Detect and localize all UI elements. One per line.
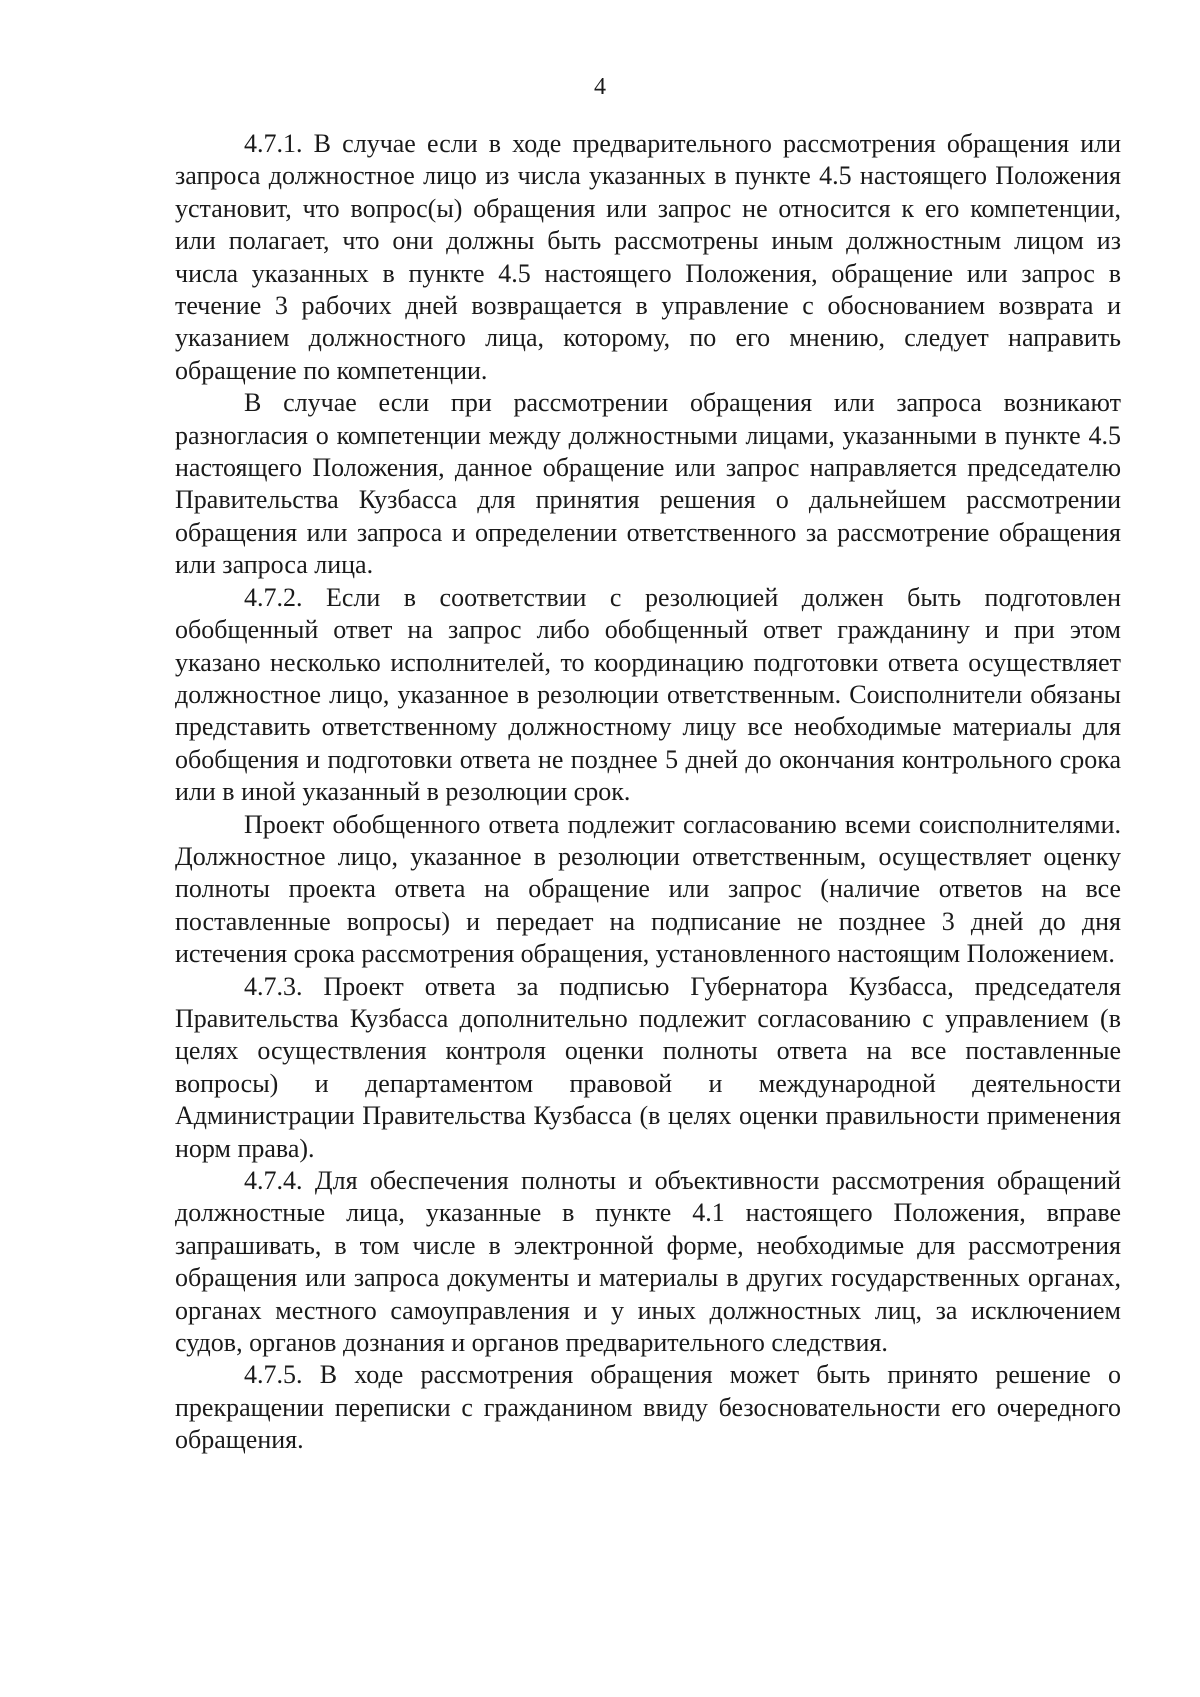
paragraph-draft-approval: Проект обобщенного ответа подлежит согласованию всеми соисполнителями. Должностное лицо, указанное в резолюции ответственным, осуществляет оценку полноты проекта ответа на обращение или запрос (наличие ответов на все поставленные вопросы) и передает на подписание не позднее 3 дней до дня истечения срока рассмотрения обращения, установленного настоящим Положением. bbox=[175, 809, 1121, 969]
document-body bbox=[175, 128, 1121, 1457]
paragraph-4-7-3: 4.7.3. Проект ответа за подписью Губернатора Кузбасса, председателя Правительства Кузбасса дополнительно подлежит согласованию с управлением (в целях осуществления контроля оценки полноты ответа на все поставленные вопросы) и департаментом правовой и международной деятельности Администрации Правительства Кузбасса (в целях оценки правильности применения норм права). bbox=[175, 971, 1121, 1163]
paragraph-4-7-4: 4.7.4. Для обеспечения полноты и объективности рассмотрения обращений должностные лица, указанные в пункте 4.1 настоящего Положения, вправе запрашивать, в том числе в электронной форме, необходимые для рассмотрения обращения или запроса документы и материалы в других государственных органах, органах местного самоуправления и у иных должностных лиц, за исключением судов, органов дознания и органов предварительного следствия. bbox=[175, 1166, 1121, 1358]
paragraph-4-7-2: 4.7.2. Если в соответствии с резолюцией должен быть подготовлен обобщенный ответ на запрос либо обобщенный ответ гражданину и при этом указано несколько исполнителей, то координацию подготовки ответа осуществляет должностное лицо, указанное в резолюции ответственным. Соисполнители обязаны представить ответственному должностному лицу все необходимые материалы для обобщения и подготовки ответа не позднее 5 дней до окончания контрольного срока или в иной указанный в резолюции срок. bbox=[175, 582, 1121, 807]
paragraph-competence-disagreement: В случае если при рассмотрении обращения или запроса возникают разногласия о компетенции между должностными лицами, указанными в пункте 4.5 настоящего Положения, данное обращение или запрос направляется председателю Правительства Кузбасса для принятия решения о дальнейшем рассмотрении обращения или запроса и определении ответственного за рассмотрение обращения или запроса лица. bbox=[175, 388, 1121, 580]
page-number: 4 bbox=[594, 74, 606, 100]
paragraph-4-7-5: 4.7.5. В ходе рассмотрения обращения может быть принято решение о прекращении переписки с гражданином ввиду безосновательности его очередного обращения. bbox=[175, 1360, 1121, 1455]
paragraph-4-7-1: 4.7.1. В случае если в ходе предварительного рассмотрения обращения или запроса должностное лицо из числа указанных в пункте 4.5 настоящего Положения установит, что вопрос(ы) обращения или запрос не относится к его компетенции, или полагает, что они должны быть рассмотрены иным должностным лицом из числа указанных в пункте 4.5 настоящего Положения, обращение или запрос в течение 3 рабочих дней возвращается в управление с обоснованием возврата и указанием должностного лица, которому, по его мнению, следует направить обращение по компетенции. bbox=[175, 129, 1121, 385]
